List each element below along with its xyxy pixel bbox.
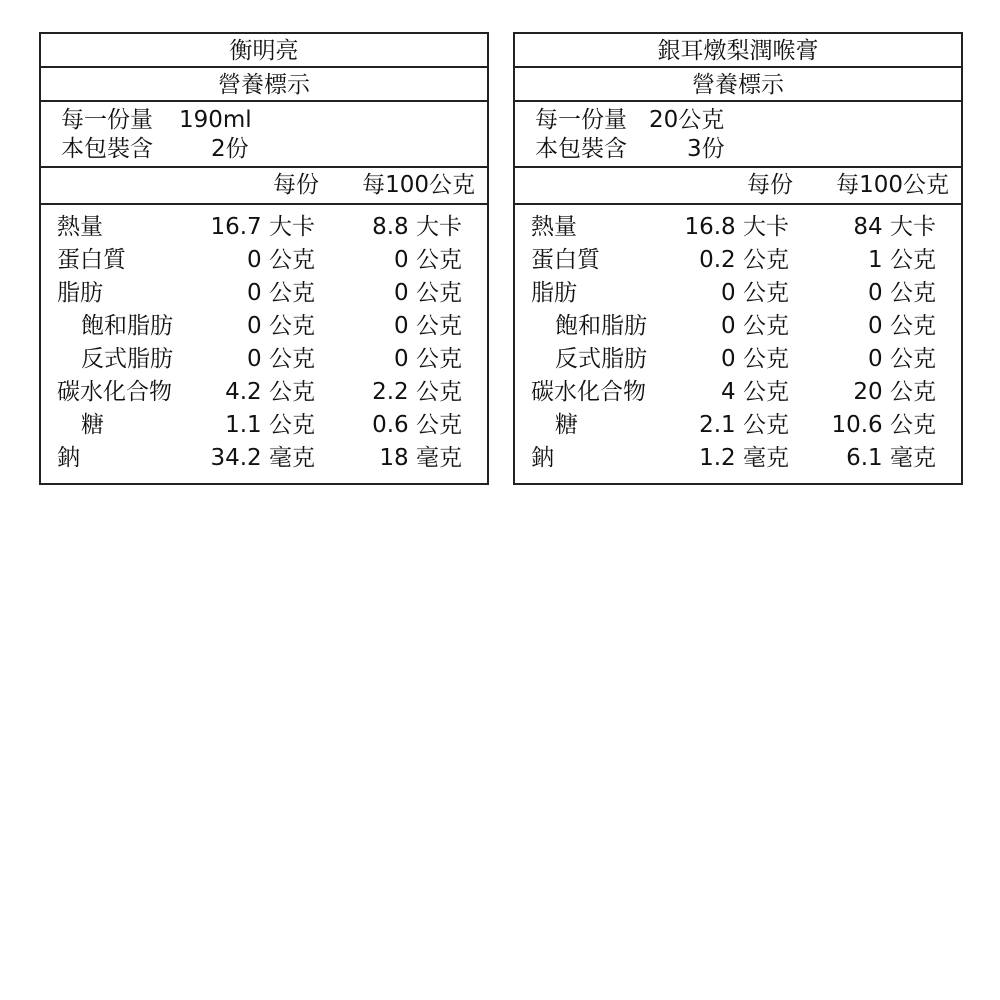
column-header-row: [515, 168, 961, 205]
serving-size-label: 每一份量: [61, 107, 153, 133]
nutrient-name: 糖: [555, 412, 578, 438]
per-serving-value: 1.2 毫克: [699, 445, 789, 471]
nutrient-row: [515, 244, 961, 277]
nutrient-name: 反式脂肪: [81, 346, 173, 372]
serving-info: [41, 102, 487, 168]
per-100-value: 0 公克: [394, 313, 462, 339]
nutrient-name: 鈉: [531, 445, 554, 471]
nutrient-name: 碳水化合物: [531, 379, 646, 405]
per-100-value: 18 毫克: [379, 445, 462, 471]
nutrient-row: [41, 244, 487, 277]
per-serving-value: 0.2 公克: [699, 247, 789, 273]
per-100-value: 0 公克: [868, 346, 936, 372]
per-serving-value: 0 公克: [721, 346, 789, 372]
per-100-value: 2.2 公克: [372, 379, 462, 405]
servings-per-package-value: 3份: [687, 136, 725, 162]
per-serving-header: 每份: [747, 172, 793, 198]
per-100-header: 每100公克: [836, 172, 949, 198]
servings-per-package-label: 本包裝含: [61, 136, 153, 162]
nutrient-name: 鈉: [57, 445, 80, 471]
nutrient-row: [41, 376, 487, 409]
product-title: 衡明亮: [41, 34, 487, 68]
per-serving-value: 0 公克: [247, 313, 315, 339]
serving-size-value: 20公克: [649, 107, 725, 133]
nutrient-name: 脂肪: [57, 280, 103, 306]
per-100-value: 0 公克: [394, 346, 462, 372]
per-100-value: 84 大卡: [853, 214, 936, 240]
nutrient-row: [515, 376, 961, 409]
per-serving-value: 16.7 大卡: [210, 214, 315, 240]
serving-info: [515, 102, 961, 168]
nutrient-row: [41, 343, 487, 376]
nutrient-name: 蛋白質: [57, 247, 126, 273]
nutrient-name: 反式脂肪: [555, 346, 647, 372]
serving-size-value: 190ml: [179, 107, 252, 133]
nutrient-row: [41, 310, 487, 343]
column-header-row: [41, 168, 487, 205]
nutrient-row: [515, 343, 961, 376]
per-serving-value: 2.1 公克: [699, 412, 789, 438]
nutrient-row: [41, 211, 487, 244]
nutrient-name: 熱量: [57, 214, 103, 240]
nutrient-table: [515, 205, 961, 483]
nutrient-name: 糖: [81, 412, 104, 438]
per-serving-value: 4.2 公克: [225, 379, 315, 405]
per-100-value: 8.8 大卡: [372, 214, 462, 240]
servings-per-package-label: 本包裝含: [535, 136, 627, 162]
nutrient-row: [515, 409, 961, 442]
per-serving-value: 16.8 大卡: [684, 214, 789, 240]
nutrition-label-1: [39, 32, 489, 485]
per-100-value: 0 公克: [868, 313, 936, 339]
nutrient-name: 脂肪: [531, 280, 577, 306]
serving-size-label: 每一份量: [535, 107, 627, 133]
per-100-value: 0 公克: [394, 280, 462, 306]
nutrient-row: [515, 442, 961, 475]
nutrient-table: [41, 205, 487, 483]
nutrient-row: [41, 442, 487, 475]
per-100-value: 1 公克: [868, 247, 936, 273]
per-serving-value: 0 公克: [247, 247, 315, 273]
per-serving-header: 每份: [273, 172, 319, 198]
nutrient-row: [515, 211, 961, 244]
per-serving-value: 1.1 公克: [225, 412, 315, 438]
servings-per-package-value: 2份: [211, 136, 249, 162]
per-100-value: 6.1 毫克: [846, 445, 936, 471]
per-100-header: 每100公克: [362, 172, 475, 198]
nutrient-name: 碳水化合物: [57, 379, 172, 405]
per-serving-value: 0 公克: [721, 313, 789, 339]
per-serving-value: 4 公克: [721, 379, 789, 405]
nutrition-label-2: [513, 32, 963, 485]
nutrient-row: [41, 409, 487, 442]
per-100-value: 0.6 公克: [372, 412, 462, 438]
per-serving-value: 0 公克: [247, 346, 315, 372]
nutrient-name: 熱量: [531, 214, 577, 240]
per-serving-value: 0 公克: [721, 280, 789, 306]
nutrient-row: [515, 310, 961, 343]
nutrient-name: 飽和脂肪: [555, 313, 647, 339]
nutrient-row: [515, 277, 961, 310]
nutrient-row: [41, 277, 487, 310]
per-100-value: 0 公克: [868, 280, 936, 306]
label-subtitle: 營養標示: [515, 68, 961, 102]
per-serving-value: 34.2 毫克: [210, 445, 315, 471]
nutrient-name: 飽和脂肪: [81, 313, 173, 339]
per-serving-value: 0 公克: [247, 280, 315, 306]
label-subtitle: 營養標示: [41, 68, 487, 102]
product-title: 銀耳燉梨潤喉膏: [515, 34, 961, 68]
per-100-value: 20 公克: [853, 379, 936, 405]
per-100-value: 10.6 公克: [831, 412, 936, 438]
nutrient-name: 蛋白質: [531, 247, 600, 273]
per-100-value: 0 公克: [394, 247, 462, 273]
